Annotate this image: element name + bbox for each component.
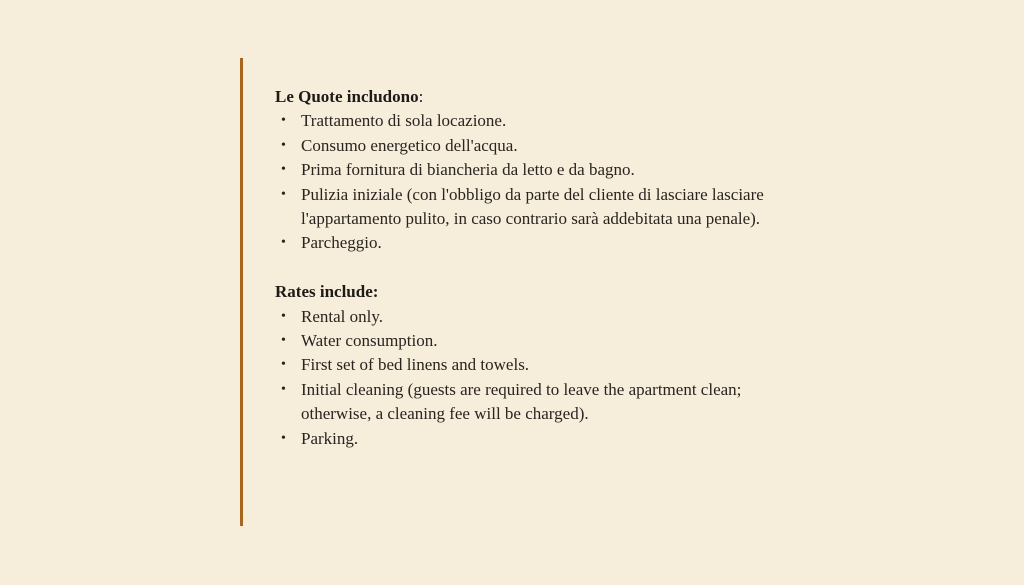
- list-item-text: Rental only.: [301, 306, 383, 326]
- section-spacer: [275, 256, 855, 280]
- list-item-text: Water consumption.: [301, 331, 438, 351]
- section-title-text: Le Quote includono: [275, 87, 419, 106]
- list-item: [275, 183, 831, 232]
- list-item-text: Prima fornitura di biancheria da letto e da bagno.: [301, 160, 635, 180]
- accent-bar: [240, 58, 243, 526]
- bullet-icon: •: [281, 430, 286, 446]
- italian-list: [275, 109, 855, 255]
- list-item: [275, 134, 855, 158]
- section-italian: [275, 85, 855, 256]
- list-item: [275, 158, 855, 182]
- list-item: [275, 427, 855, 451]
- list-item-text: Pulizia iniziale (con l'obbligo da parte del cliente di lasciare lasciare l'appartamento pulito, in caso contrario sarà addebitata una penale).: [301, 184, 764, 229]
- bullet-icon: •: [281, 137, 286, 153]
- list-item-text: Initial cleaning (guests are required to leave the apartment clean; otherwise, a cleaning fee will be charged).: [301, 379, 742, 424]
- english-list: [275, 305, 855, 451]
- bullet-icon: •: [281, 162, 286, 178]
- section-title-english: [275, 280, 855, 304]
- section-english: [275, 280, 855, 451]
- bullet-icon: •: [281, 333, 286, 349]
- list-item-text: First set of bed linens and towels.: [301, 355, 530, 375]
- section-title-text: Rates include:: [275, 282, 379, 302]
- bullet-icon: •: [281, 308, 286, 324]
- bullet-icon: •: [281, 186, 286, 202]
- list-item-text: Parcheggio.: [301, 233, 382, 253]
- section-title-colon: :: [418, 87, 424, 106]
- list-item: [275, 353, 855, 377]
- list-item: [275, 329, 855, 353]
- bullet-icon: •: [281, 357, 286, 373]
- list-item: [275, 109, 855, 133]
- list-item: [275, 231, 855, 255]
- list-item-text: Trattamento di sola locazione.: [301, 111, 507, 131]
- section-title-italian: [275, 85, 855, 109]
- bullet-icon: •: [281, 235, 286, 251]
- list-item: [275, 378, 811, 427]
- list-item-text: Parking.: [301, 428, 359, 448]
- list-item-text: Consumo energetico dell'acqua.: [301, 135, 518, 155]
- bullet-icon: •: [281, 381, 286, 397]
- list-item: [275, 305, 855, 329]
- rates-content: [275, 85, 855, 451]
- bullet-icon: •: [281, 113, 286, 129]
